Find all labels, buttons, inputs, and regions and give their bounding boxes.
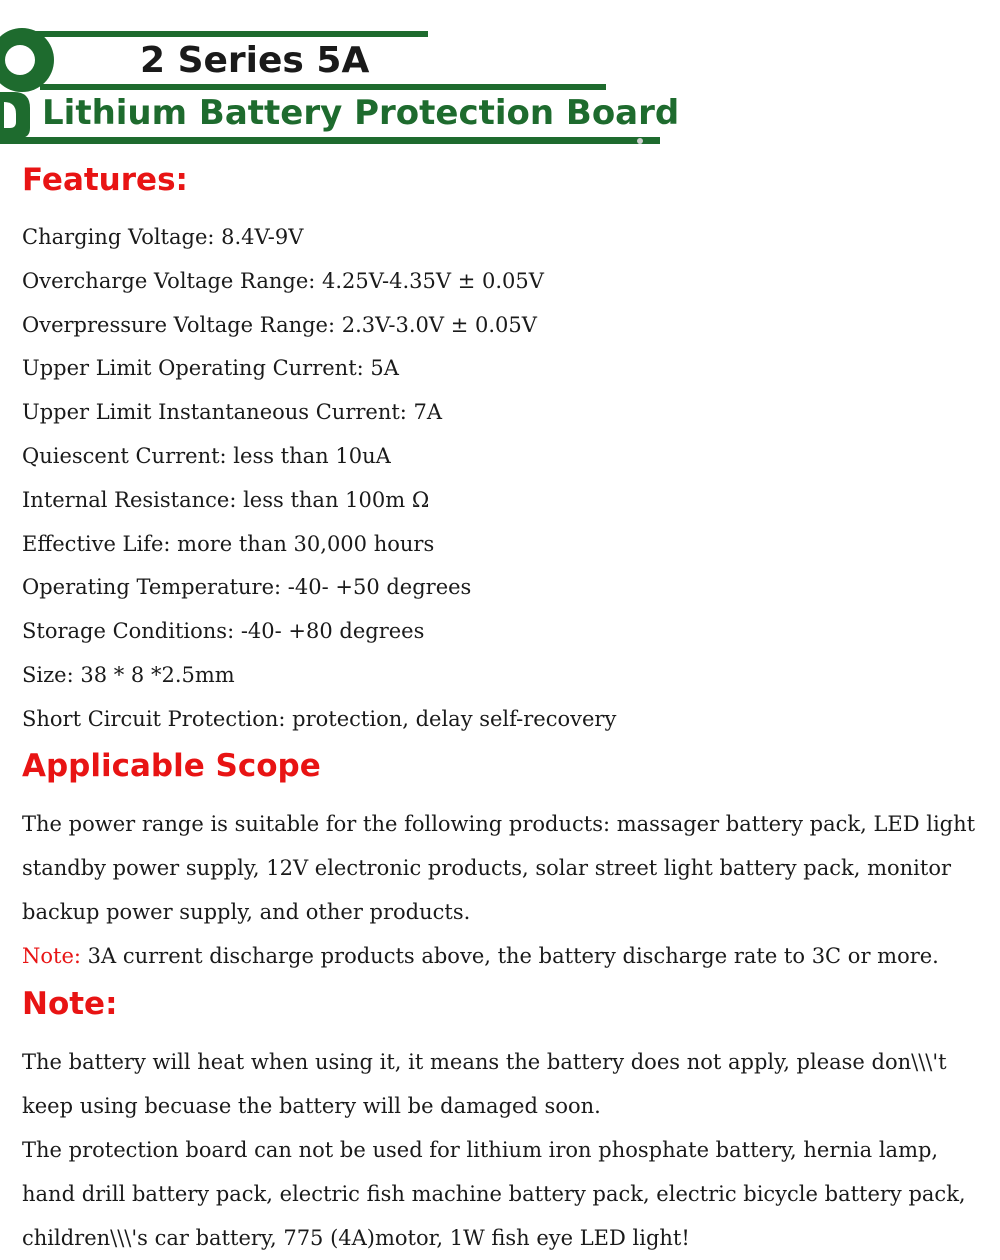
spec-item-overcharge-voltage: Overcharge Voltage Range: 4.25V-4.35V ± 0.05V (22, 268, 544, 293)
scope-heading: Applicable Scope (22, 747, 321, 784)
spec-item-operating-temperature: Operating Temperature: -40- +50 degrees (22, 575, 472, 600)
spec-item-overpressure-voltage: Overpressure Voltage Range: 2.3V-3.0V ± 0.05V (22, 312, 537, 337)
spec-item-instantaneous-current: Upper Limit Instantaneous Current: 7A (22, 400, 443, 425)
scope-text: The power range is suitable for the following products: massager battery pack, LED light standby power supply, 12V electronic products, solar street light battery pack, monitor backup power supply, and other products. (22, 811, 976, 924)
title-line-1: 2 Series 5A (140, 40, 370, 81)
features-heading: Features: (22, 162, 188, 198)
spec-item-quiescent-current: Quiescent Current: less than 10uA (22, 443, 391, 468)
spec-list (22, 216, 992, 742)
spec-item-operating-current: Upper Limit Operating Current: 5A (22, 356, 399, 381)
spec-item-effective-life: Effective Life: more than 30,000 hours (22, 531, 435, 556)
note-paragraph-1: The battery will heat when using it, it means the battery does not apply, please don\\\'t keep using becuase the battery will be damaged soon. (22, 1049, 947, 1118)
note-heading: Note: (22, 985, 118, 1022)
scope-note-label: Note: (22, 943, 81, 968)
spec-item-short-circuit: Short Circuit Protection: protection, delay self-recovery (22, 706, 617, 731)
spec-item-internal-resistance: Internal Resistance: less than 100m Ω (22, 487, 430, 512)
scope-note (22, 934, 992, 978)
spec-item-charging-voltage: Charging Voltage: 8.4V-9V (22, 225, 304, 249)
main-content (22, 158, 992, 1260)
title-line-2: Lithium Battery Protection Board (42, 93, 680, 133)
spec-item-storage-conditions: Storage Conditions: -40- +80 degrees (22, 619, 425, 644)
note-paragraph-2: The protection board can not be used for lithium iron phosphate battery, hernia lamp, hand drill battery pack, electric fish machine battery pack, electric bicycle battery pack, children\\\'s car battery, 775 (4A)motor, 1W fish eye LED light! (22, 1137, 966, 1250)
scope-note-text: 3A current discharge products above, the battery discharge rate to 3C or more. (80, 943, 939, 968)
spec-item-size: Size: 38 * 8 *2.5mm (22, 662, 235, 687)
header-banner (0, 0, 1000, 160)
